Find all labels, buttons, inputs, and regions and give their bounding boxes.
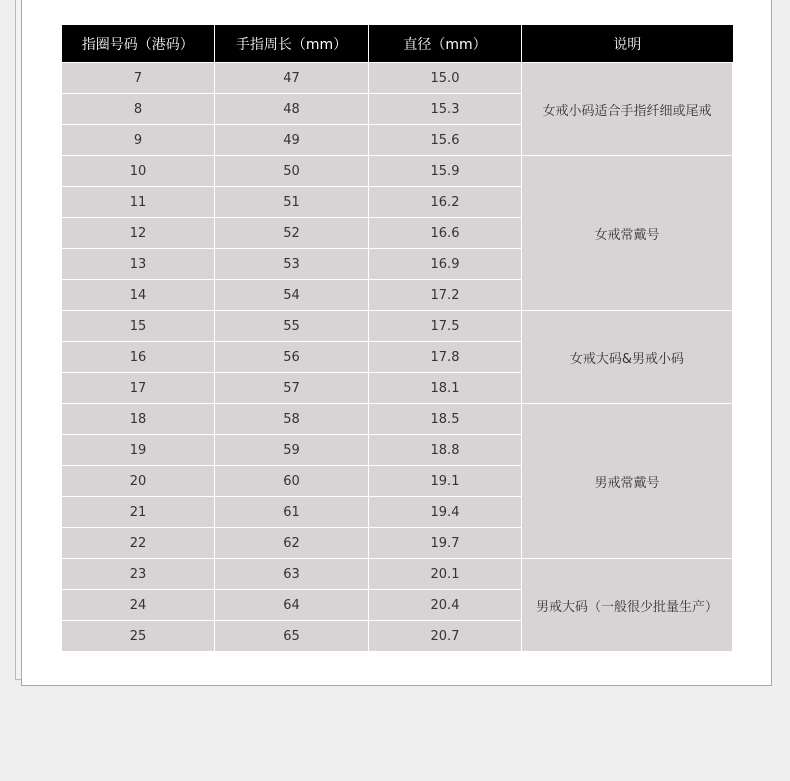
table-header-row <box>62 25 733 63</box>
cell-size: 9 <box>62 125 215 156</box>
header-circumference: 手指周长（mm） <box>215 25 369 63</box>
cell-circumference: 61 <box>215 497 369 528</box>
cell-size: 10 <box>62 156 215 187</box>
cell-size: 7 <box>62 63 215 94</box>
cell-diameter: 17.5 <box>369 311 522 342</box>
cell-size: 15 <box>62 311 215 342</box>
cell-diameter: 16.9 <box>369 249 522 280</box>
ring-size-table <box>61 25 733 652</box>
cell-diameter: 16.2 <box>369 187 522 218</box>
table-row <box>62 63 733 94</box>
cell-size: 16 <box>62 342 215 373</box>
table-row <box>62 156 733 187</box>
header-diameter: 直径（mm） <box>369 25 522 63</box>
cell-size: 24 <box>62 590 215 621</box>
cell-size: 18 <box>62 404 215 435</box>
cell-size: 8 <box>62 94 215 125</box>
cell-circumference: 49 <box>215 125 369 156</box>
cell-circumference: 52 <box>215 218 369 249</box>
cell-diameter: 15.9 <box>369 156 522 187</box>
cell-diameter: 19.4 <box>369 497 522 528</box>
cell-size: 25 <box>62 621 215 652</box>
cell-diameter: 18.8 <box>369 435 522 466</box>
cell-size: 19 <box>62 435 215 466</box>
cell-circumference: 57 <box>215 373 369 404</box>
cell-diameter: 15.3 <box>369 94 522 125</box>
cell-circumference: 53 <box>215 249 369 280</box>
cell-note: 女戒大码&男戒小码 <box>522 311 733 404</box>
cell-size: 12 <box>62 218 215 249</box>
cell-diameter: 20.4 <box>369 590 522 621</box>
table-row <box>62 559 733 590</box>
cell-size: 13 <box>62 249 215 280</box>
cell-size: 20 <box>62 466 215 497</box>
cell-circumference: 62 <box>215 528 369 559</box>
cell-size: 21 <box>62 497 215 528</box>
table-body <box>62 63 733 652</box>
cell-circumference: 51 <box>215 187 369 218</box>
table-row <box>62 404 733 435</box>
cell-size: 22 <box>62 528 215 559</box>
cell-diameter: 18.5 <box>369 404 522 435</box>
cell-diameter: 20.1 <box>369 559 522 590</box>
cell-diameter: 15.0 <box>369 63 522 94</box>
header-size: 指圈号码（港码） <box>62 25 215 63</box>
cell-size: 11 <box>62 187 215 218</box>
table-row <box>62 311 733 342</box>
cell-diameter: 15.6 <box>369 125 522 156</box>
cell-circumference: 58 <box>215 404 369 435</box>
cell-diameter: 19.7 <box>369 528 522 559</box>
cell-circumference: 56 <box>215 342 369 373</box>
cell-diameter: 17.2 <box>369 280 522 311</box>
cell-circumference: 50 <box>215 156 369 187</box>
cell-size: 17 <box>62 373 215 404</box>
cell-diameter: 19.1 <box>369 466 522 497</box>
cell-circumference: 63 <box>215 559 369 590</box>
cell-diameter: 16.6 <box>369 218 522 249</box>
cell-size: 23 <box>62 559 215 590</box>
cell-diameter: 18.1 <box>369 373 522 404</box>
cell-circumference: 55 <box>215 311 369 342</box>
cell-circumference: 54 <box>215 280 369 311</box>
cell-circumference: 64 <box>215 590 369 621</box>
cell-note: 女戒常戴号 <box>522 156 733 311</box>
cell-note: 女戒小码适合手指纤细或尾戒 <box>522 63 733 156</box>
cell-diameter: 17.8 <box>369 342 522 373</box>
cell-size: 14 <box>62 280 215 311</box>
cell-circumference: 48 <box>215 94 369 125</box>
header-note: 说明 <box>522 25 733 63</box>
cell-circumference: 65 <box>215 621 369 652</box>
cell-note: 男戒大码（一般很少批量生产） <box>522 559 733 652</box>
cell-circumference: 59 <box>215 435 369 466</box>
cell-note: 男戒常戴号 <box>522 404 733 559</box>
cell-diameter: 20.7 <box>369 621 522 652</box>
cell-circumference: 60 <box>215 466 369 497</box>
cell-circumference: 47 <box>215 63 369 94</box>
